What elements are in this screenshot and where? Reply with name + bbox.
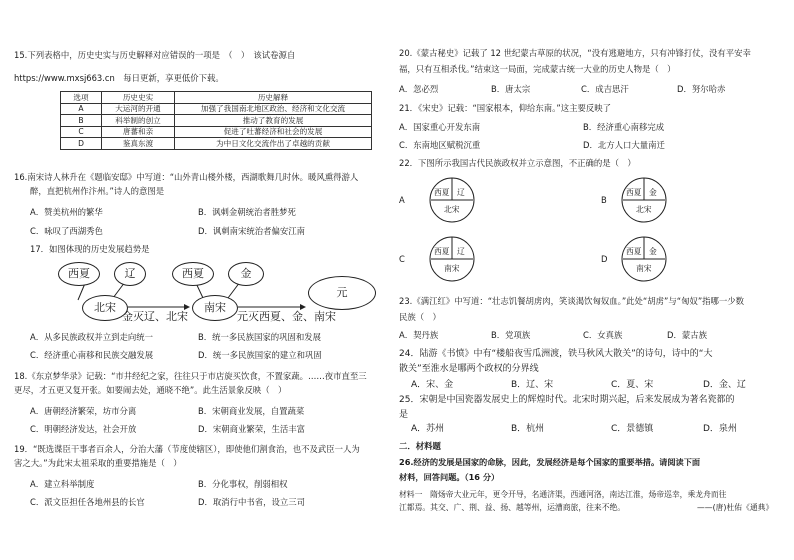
q19-option-b[interactable]: B．分化事权，削弱相权 <box>198 479 288 489</box>
q22-a-bottom: 北宋 <box>444 205 460 214</box>
q21-stem: 21．《宋史》记载：“国家根本，仰给东南。”这主要反映了 <box>399 103 611 113</box>
q23-option-b[interactable]: B．党项族 <box>491 330 531 340</box>
q15-source-line: https://www.mxsj663.cn 每日更新，享更低价下载。 <box>14 73 224 83</box>
table-cell: C <box>61 126 102 138</box>
table-cell: 加强了我国南北地区政治、经济和文化交流 <box>175 103 372 115</box>
q16-option-a[interactable]: A．赞美杭州的繁华 <box>30 207 103 217</box>
diagram-node-beisong: 北宋 <box>82 295 128 321</box>
q19-option-c[interactable]: C．派文臣担任各地州县的长官 <box>30 497 145 507</box>
diagram-arrow-label-2: 元灭西夏、金、南宋 <box>237 310 336 323</box>
table-cell: 推动了教育的发展 <box>175 115 372 127</box>
table-cell: 大运河的开通 <box>102 103 175 115</box>
q22-d-bottom: 南宋 <box>636 264 652 273</box>
q17-option-a[interactable]: A．从多民族政权并立到走向统一 <box>30 332 153 342</box>
table-cell: 促进了吐蕃经济和社会的发展 <box>175 126 372 138</box>
section-heading: 二．材料题 <box>399 441 441 451</box>
q20-option-c[interactable]: C．成吉思汗 <box>581 84 629 94</box>
q22-stem: 22．下图所示我国古代民族政权并立示意图，不正确的是（ ） <box>399 158 636 168</box>
q20-stem-line1: 20.《蒙古秘史》记载了 12 世纪蒙古草原的状况，“没有逃避地方，只有冲锋打仗，没有平安幸 <box>399 48 751 58</box>
q22-figure-c-letter[interactable]: C <box>399 254 405 264</box>
q18-option-a[interactable]: A．唐朝经济繁荣，坊市分离 <box>30 406 137 416</box>
q15-stem: 15.下列表格中，历史史实与历史解释对应错误的一项是 （ ） 该试卷源自 <box>14 50 296 60</box>
diagram-node-liao: 辽 <box>114 262 146 286</box>
q21-option-b[interactable]: B．经济重心南移完成 <box>583 122 665 132</box>
q22-b-top-right: 金 <box>649 188 657 197</box>
q25-option-c[interactable]: C．景德镇 <box>611 424 654 434</box>
q25-option-b[interactable]: B．杭州 <box>511 424 545 434</box>
q19-stem-line1: 19．“既选谍臣干事者百余人，分治大藩（节度使辖区），即使他们割食治，也不及武臣一人为 <box>14 444 360 454</box>
q18-stem-line1: 18.《东京梦华录》记载：“市井经纪之家，往往只于市店旋买饮食，不置家蔬。……夜市直至三 <box>14 371 367 381</box>
q24-stem-line1: 24．陆游《书愤》中有“楼船夜雪瓜洲渡，铁马秋风大散关”的诗句，诗中的“大 <box>399 349 713 359</box>
material-one-line2: 江都焉。其交、广、荆、益、扬、越等州，运漕商旅，往来不绝。 <box>399 503 626 512</box>
q22-c-top-left: 西夏 <box>434 247 450 256</box>
q24-option-c[interactable]: C．夏、宋 <box>611 380 654 390</box>
table-cell: D <box>61 138 102 150</box>
q22-b-bottom: 北宋 <box>636 205 652 214</box>
q21-option-a[interactable]: A．国家重心开发东南 <box>399 122 481 132</box>
q26-stem-line1: 26.经济的发展是国家的命脉，因此，发展经济是每个国家的重要举措。请阅读下面 <box>399 457 701 467</box>
table-header-cell: 历史解释 <box>175 92 372 104</box>
q18-stem-line2: 更尽，才五更又复开张。如要闹去处，通晓不绝”。此生活景象反映（ ） <box>14 385 287 395</box>
diagram-node-yuan: 元 <box>308 276 376 310</box>
table-header-cell: 历史史实 <box>102 92 175 104</box>
q19-option-d[interactable]: D．取消行中书省，设立三司 <box>198 497 305 507</box>
q26-stem-line2: 材料，回答问题。（16 分） <box>399 472 500 482</box>
material-one-source: ——(唐)杜佑《通典》 <box>697 503 774 512</box>
table-cell: A <box>61 103 102 115</box>
q21-option-c[interactable]: C．东南地区赋税沉重 <box>399 140 481 150</box>
q16-stem-line1: 16.南宋诗人林升在《题临安邸》中写道：“山外青山楼外楼，西湖歌舞几时休。暖风熏得游人 <box>14 172 359 182</box>
q19-stem-line2: 害之大。”为此宋太祖采取的重要措施是（ ） <box>14 458 182 468</box>
q17-stem: 17．如图体现的历史发展趋势是 <box>30 244 150 254</box>
table-cell: 为中日文化交流作出了卓越的贡献 <box>175 138 372 150</box>
q17-option-b[interactable]: B．统一多民族国家的巩固和发展 <box>198 332 321 342</box>
table-cell: 科举制的创立 <box>102 115 175 127</box>
diagram-node-jin: 金 <box>228 262 264 286</box>
q16-stem-line2: 醉，直把杭州作汴州。”诗人的意图是 <box>30 186 165 196</box>
table-header-cell: 选项 <box>61 92 102 104</box>
q23-stem-line2: 民族（ ） <box>399 312 441 322</box>
q20-stem-line2: 福，只有互相杀伐。”结束这一局面，完成蒙古统一大业的历史人物是（ ） <box>399 64 676 74</box>
q22-b-top-left: 西夏 <box>626 188 642 197</box>
q23-option-a[interactable]: A．契丹族 <box>399 330 439 340</box>
q25-stem-line2: 是 <box>399 410 409 420</box>
q24-option-d[interactable]: D．金、辽 <box>703 380 746 390</box>
q22-figure-a-letter[interactable]: A <box>399 195 405 205</box>
q24-option-a[interactable]: A．宋、金 <box>411 380 454 390</box>
q18-option-d[interactable]: D．宋朝商业繁荣，生活丰富 <box>198 424 305 434</box>
q20-option-d[interactable]: D．努尔哈赤 <box>677 84 726 94</box>
material-one-line1: 材料一 隋炀帝大业元年，更令开导，名通济渠，西通河洛，南达江淮，炀帝巡幸，乘龙舟而往 <box>399 490 727 499</box>
q25-option-d[interactable]: D．泉州 <box>703 424 737 434</box>
q22-a-top-right: 辽 <box>457 188 465 197</box>
q16-option-d[interactable]: D．讽刺南宋统治者偏安江南 <box>198 226 305 236</box>
q16-option-b[interactable]: B．讽刺金朝统治者胜梦死 <box>198 207 296 217</box>
q23-option-d[interactable]: D．蒙古族 <box>667 330 707 340</box>
q22-d-top-right: 金 <box>649 247 657 256</box>
q17-option-d[interactable]: D．统一多民族国家的建立和巩固 <box>198 350 322 360</box>
table-cell: B <box>61 115 102 127</box>
q24-stem-line2: 散关”至淮水是哪两个政权的分界线 <box>399 364 539 374</box>
q25-stem-line1: 25．宋朝是中国瓷器发展史上的辉煌时代。北宋时期兴起，后来发展成为著名瓷都的 <box>399 395 735 405</box>
q16-option-c[interactable]: C．咏叹了西湖秀色 <box>30 226 103 236</box>
q22-figure-b[interactable] <box>621 177 667 223</box>
table-cell: 唐蕃和亲 <box>102 126 175 138</box>
q22-c-top-right: 辽 <box>457 247 465 256</box>
q17-option-c[interactable]: C．经济重心南移和民族交融发展 <box>30 350 154 360</box>
q18-option-b[interactable]: B．宋朝商业发展，自置蔬菜 <box>198 406 305 416</box>
diagram-arrow-label-1: 金灭辽、北宋 <box>122 310 188 323</box>
q20-option-b[interactable]: B．唐太宗 <box>491 84 531 94</box>
q19-option-a[interactable]: A．建立科举制度 <box>30 479 95 489</box>
q23-stem-line1: 23.《满江红》中写道：“壮志饥餐胡虏肉，笑谈渴饮匈奴血。”此处“胡虏”与“匈奴”指哪一少数 <box>399 296 745 306</box>
table-cell: 鉴真东渡 <box>102 138 175 150</box>
q22-figure-a[interactable] <box>429 177 475 223</box>
q22-a-top-left: 西夏 <box>434 188 450 197</box>
q25-option-a[interactable]: A．苏州 <box>411 424 445 434</box>
q23-option-c[interactable]: C．女真族 <box>583 330 623 340</box>
q22-c-bottom: 南宋 <box>444 264 460 273</box>
q22-figure-d[interactable] <box>621 236 667 282</box>
diagram-node-nansong: 南宋 <box>192 295 238 321</box>
q20-option-a[interactable]: A．忽必烈 <box>399 84 439 94</box>
q18-option-c[interactable]: C．明朝经济发达，社会开放 <box>30 424 137 434</box>
q22-d-top-left: 西夏 <box>626 247 642 256</box>
q22-figure-c[interactable] <box>429 236 475 282</box>
q22-figure-b-letter[interactable]: B <box>601 195 607 205</box>
q24-option-b[interactable]: B．辽、宋 <box>511 380 554 390</box>
diagram-node-xixia-1: 西夏 <box>58 262 100 286</box>
diagram-node-xixia-2: 西夏 <box>172 262 214 286</box>
q22-figure-d-letter[interactable]: D <box>601 254 608 264</box>
q21-option-d[interactable]: D．北方人口大量南迁 <box>583 140 665 150</box>
